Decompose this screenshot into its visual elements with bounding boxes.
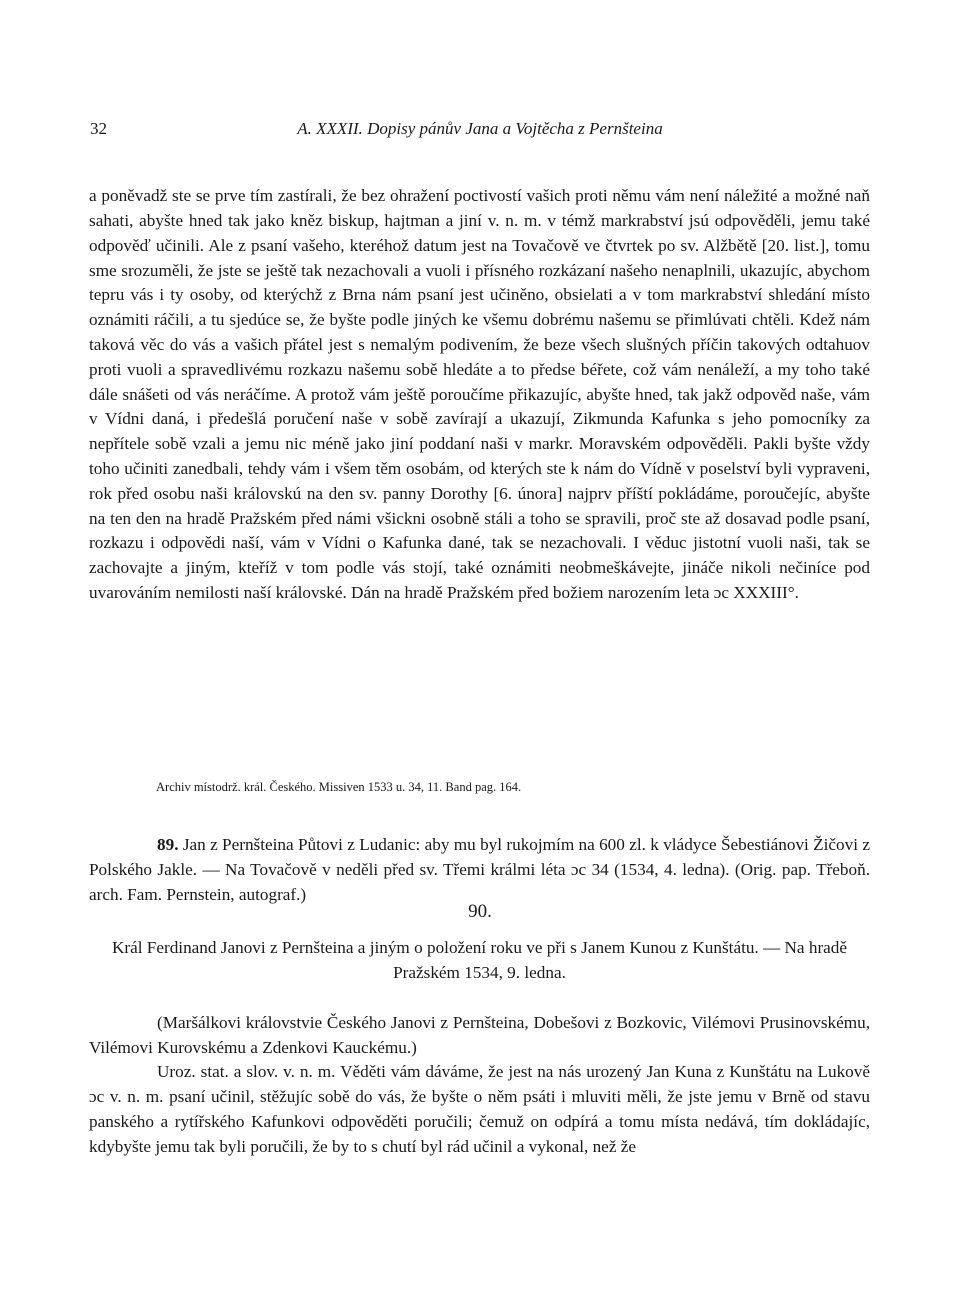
document-90-title: Král Ferdinand Janovi z Pernšteina a jiným o položení roku ve při s Janem Kunou z Kunštátu. — Na hradě Pražském 1534, 9. ledna.	[111, 938, 848, 982]
document-90-number: 90.	[468, 901, 492, 922]
document-90-addressees: (Maršálkovi královstvie Českého Janovi z Pernšteina, Dobešovi z Bozkovic, Vilémovi Prusinovskému, Vilémovi Kurovskému a Zdenkovi Kauckému.)	[89, 1013, 870, 1057]
main-text: a poněvadž ste se prve tím zastírali, že bez ohražení poctivostí vašich proti němu vám není náležité a možné naň sahati, abyšte hned tak jako kněz biskup, hajtman a jiní v. n. m. v témž markrabství jsú odpověděli, jemu také odpověď učinili. Ale z psaní vašeho, kteréhož datum jest na Tovačově ve čtvrtek po sv. Alžbětě [20. list.], tomu sme srozuměli, že jste se ještě tak nezachovali a vuoli i přísného rozkázaní našeho nenaplnili, ukazujíc, abychom tepru vás i ty osoby, od kterýchž z Brna nám psaní jest učiněno, obsielati a v tom markrabství shledání místo oznámiti ráčili, a tu sjedúce se, že byšte podle jiných ke všemu dobrému našemu se přimlúvati chtěli. Kdež nám taková věc do vás a vašich přátel jest s nemalým podivením, že beze všech slušných příčin takových odtahuov proti vuoli a spravedlivému rozkazu našemu sobě hledáte a to předse béřete, což vám nenáleží, a my toho také dále snášeti od vás neráčíme. A protož vám ještě poroučíme přikazujíc, abyšte hned, tak jakž odpověd naše, vám v Vídni daná, i předešlá poručení naše v sobě zavírají a ukazují, Zikmunda Kafunka s jeho pomocníky za nepřítele sobě vzali a jemu nic méně jako jiní poddaní naši v markr. Moravském odpověděli. Pakli byšte vždy toho učiniti zanedbali, tehdy vám i všem těm osobám, od kterých ste k nám do Vídně v poselství byli vypraveni, rok před osobu naši královskú na den sv. panny Dorothy [6. února] najprv příští pokládáme, poroučejíc, abyšte na ten den na hradě Pražském před námi všickni osobně stáli a toho se spravili, proč ste až dosavad podle psaní, rozkazu i odpovědi naší, vám v Vídni o Kafunka dané, tak se nezachovali. I věduc jistotní vuoli naši, tak se zachovajte a jiným, kteříž v tom podle vás stojí, také oznámiti neobmeškávejte, jináče nikoli nečiníce pod uvarováním nemilosti naší královské. Dán na hradě Pražském před božiem narozením leta ɔc XXXIII°.	[89, 186, 870, 602]
regest-89-number: 89.	[157, 835, 179, 855]
running-title: A. XXXII. Dopisy pánův Jana a Vojtěcha z Pernšteina	[297, 119, 663, 138]
page-number: 32	[90, 119, 107, 138]
page-header	[90, 119, 870, 145]
regest-89-text: Jan z Pernšteina Půtovi z Ludanic: aby mu byl rukojmím na 600 zl. k vládyce Šebestiánovi Žičovi z Polského Jakle. — Na Tovačově v neděli před sv. Třemi králmi léta ɔc 34 (1534, 4. ledna). (Orig. pap. Třeboň. arch. Fam. Pernstein, autograf.)	[89, 835, 870, 904]
regest-89	[89, 833, 870, 907]
source-note: Archiv místodrž. král. Českého. Missiven 1533 u. 34, 11. Band pag. 164.	[156, 780, 522, 794]
document-90-text: Uroz. stat. a slov. v. n. m. Věděti vám dáváme, že jest na nás urozený Jan Kuna z Kunštátu na Lukově ɔc v. n. m. psaní učinil, stěžujíc sobě do vás, že byšte o něm psáti i mluviti měli, že jste jemu v Brně od stavu panského a rytířského Kafunkovi odpověděti poručili; čemuž on odpírá a tomu místa nedává, tím dokládajíc, kdybyšte jemu tak byli poručili, že by to s chutí byl rád učinil a vykonal, než že	[89, 1062, 870, 1156]
